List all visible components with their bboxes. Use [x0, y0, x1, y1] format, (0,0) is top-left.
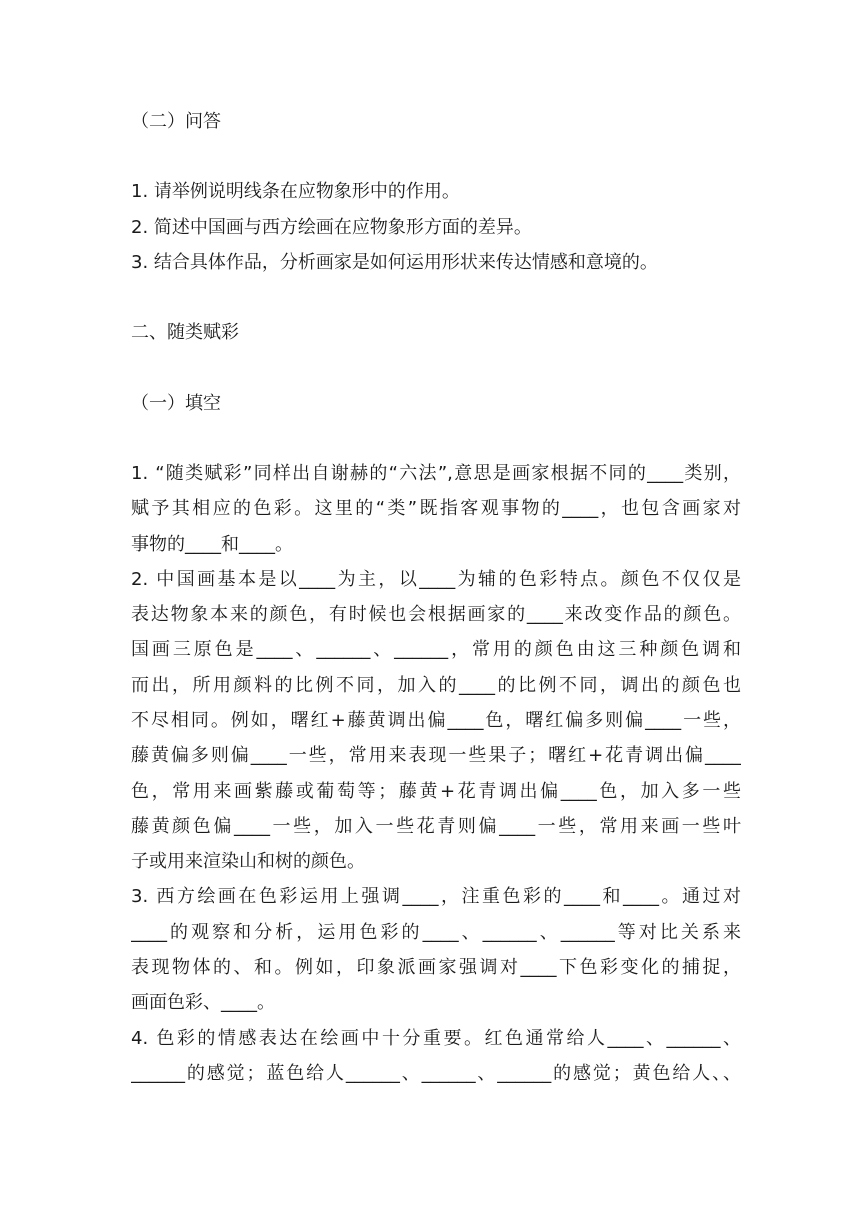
fill-line: 国画三原色是____、______、______，常用的颜色由这三种颜色调和	[131, 639, 741, 660]
fill-line: 藤黄颜色偏____一些，加入一些花青则偏____一些，常用来画一些叶	[131, 816, 741, 837]
fill-line: 1. “随类赋彩”同样出自谢赫的“六法”,意思是画家根据不同的____类别，	[131, 463, 741, 484]
fill-line: 不尽相同。例如，曙红+藤黄调出偏____色，曙红偏多则偏____一些，	[131, 710, 741, 731]
fill-line: 藤黄偏多则偏____一些，常用来表现一些果子；曙红+花青调出偏____	[131, 745, 741, 766]
section-heading-qa: （二）问答	[131, 111, 221, 132]
fill-line: 表达物象本来的颜色，有时候也会根据画家的____来改变作品的颜色。	[131, 604, 741, 625]
fill-line: ____的观察和分析，运用色彩的____、______、______等对比关系来	[131, 922, 741, 943]
fill-line: 3. 西方绘画在色彩运用上强调____，注重色彩的____和____。通过对	[131, 886, 741, 907]
question-2: 2. 简述中国画与西方绘画在应物象形方面的差异。	[131, 217, 532, 238]
question-3: 3. 结合具体作品，分析画家是如何运用形状来传达情感和意境的。	[131, 252, 658, 273]
fill-line: 表现物体的、和。例如，印象派画家强调对____下色彩变化的捕捉，	[131, 957, 741, 978]
fill-line: 4. 色彩的情感表达在绘画中十分重要。红色通常给人____、______、	[131, 1028, 741, 1049]
fill-line: ______的感觉；蓝色给人______、______、______的感觉；黄色给人、、	[131, 1063, 741, 1084]
fill-line: 事物的____和____。	[131, 534, 293, 555]
fill-line: 色，常用来画紫藤或葡萄等；藤黄+花青调出偏____色，加入多一些	[131, 781, 741, 802]
section-heading-fill: （一）填空	[131, 393, 221, 414]
fill-line: 画面色彩、____。	[131, 992, 275, 1013]
fill-line: 子或用来渲染山和树的颜色。	[131, 851, 365, 872]
question-1: 1. 请举例说明线条在应物象形中的作用。	[131, 181, 460, 202]
fill-line: 而出，所用颜料的比例不同，加入的____的比例不同，调出的颜色也	[131, 675, 741, 696]
chapter-title: 二、随类赋彩	[131, 322, 239, 343]
fill-line: 2. 中国画基本是以____为主，以____为辅的色彩特点。颜色不仅仅是	[131, 569, 741, 590]
fill-line: 赋予其相应的色彩。这里的“类”既指客观事物的____，也包含画家对	[131, 498, 741, 519]
